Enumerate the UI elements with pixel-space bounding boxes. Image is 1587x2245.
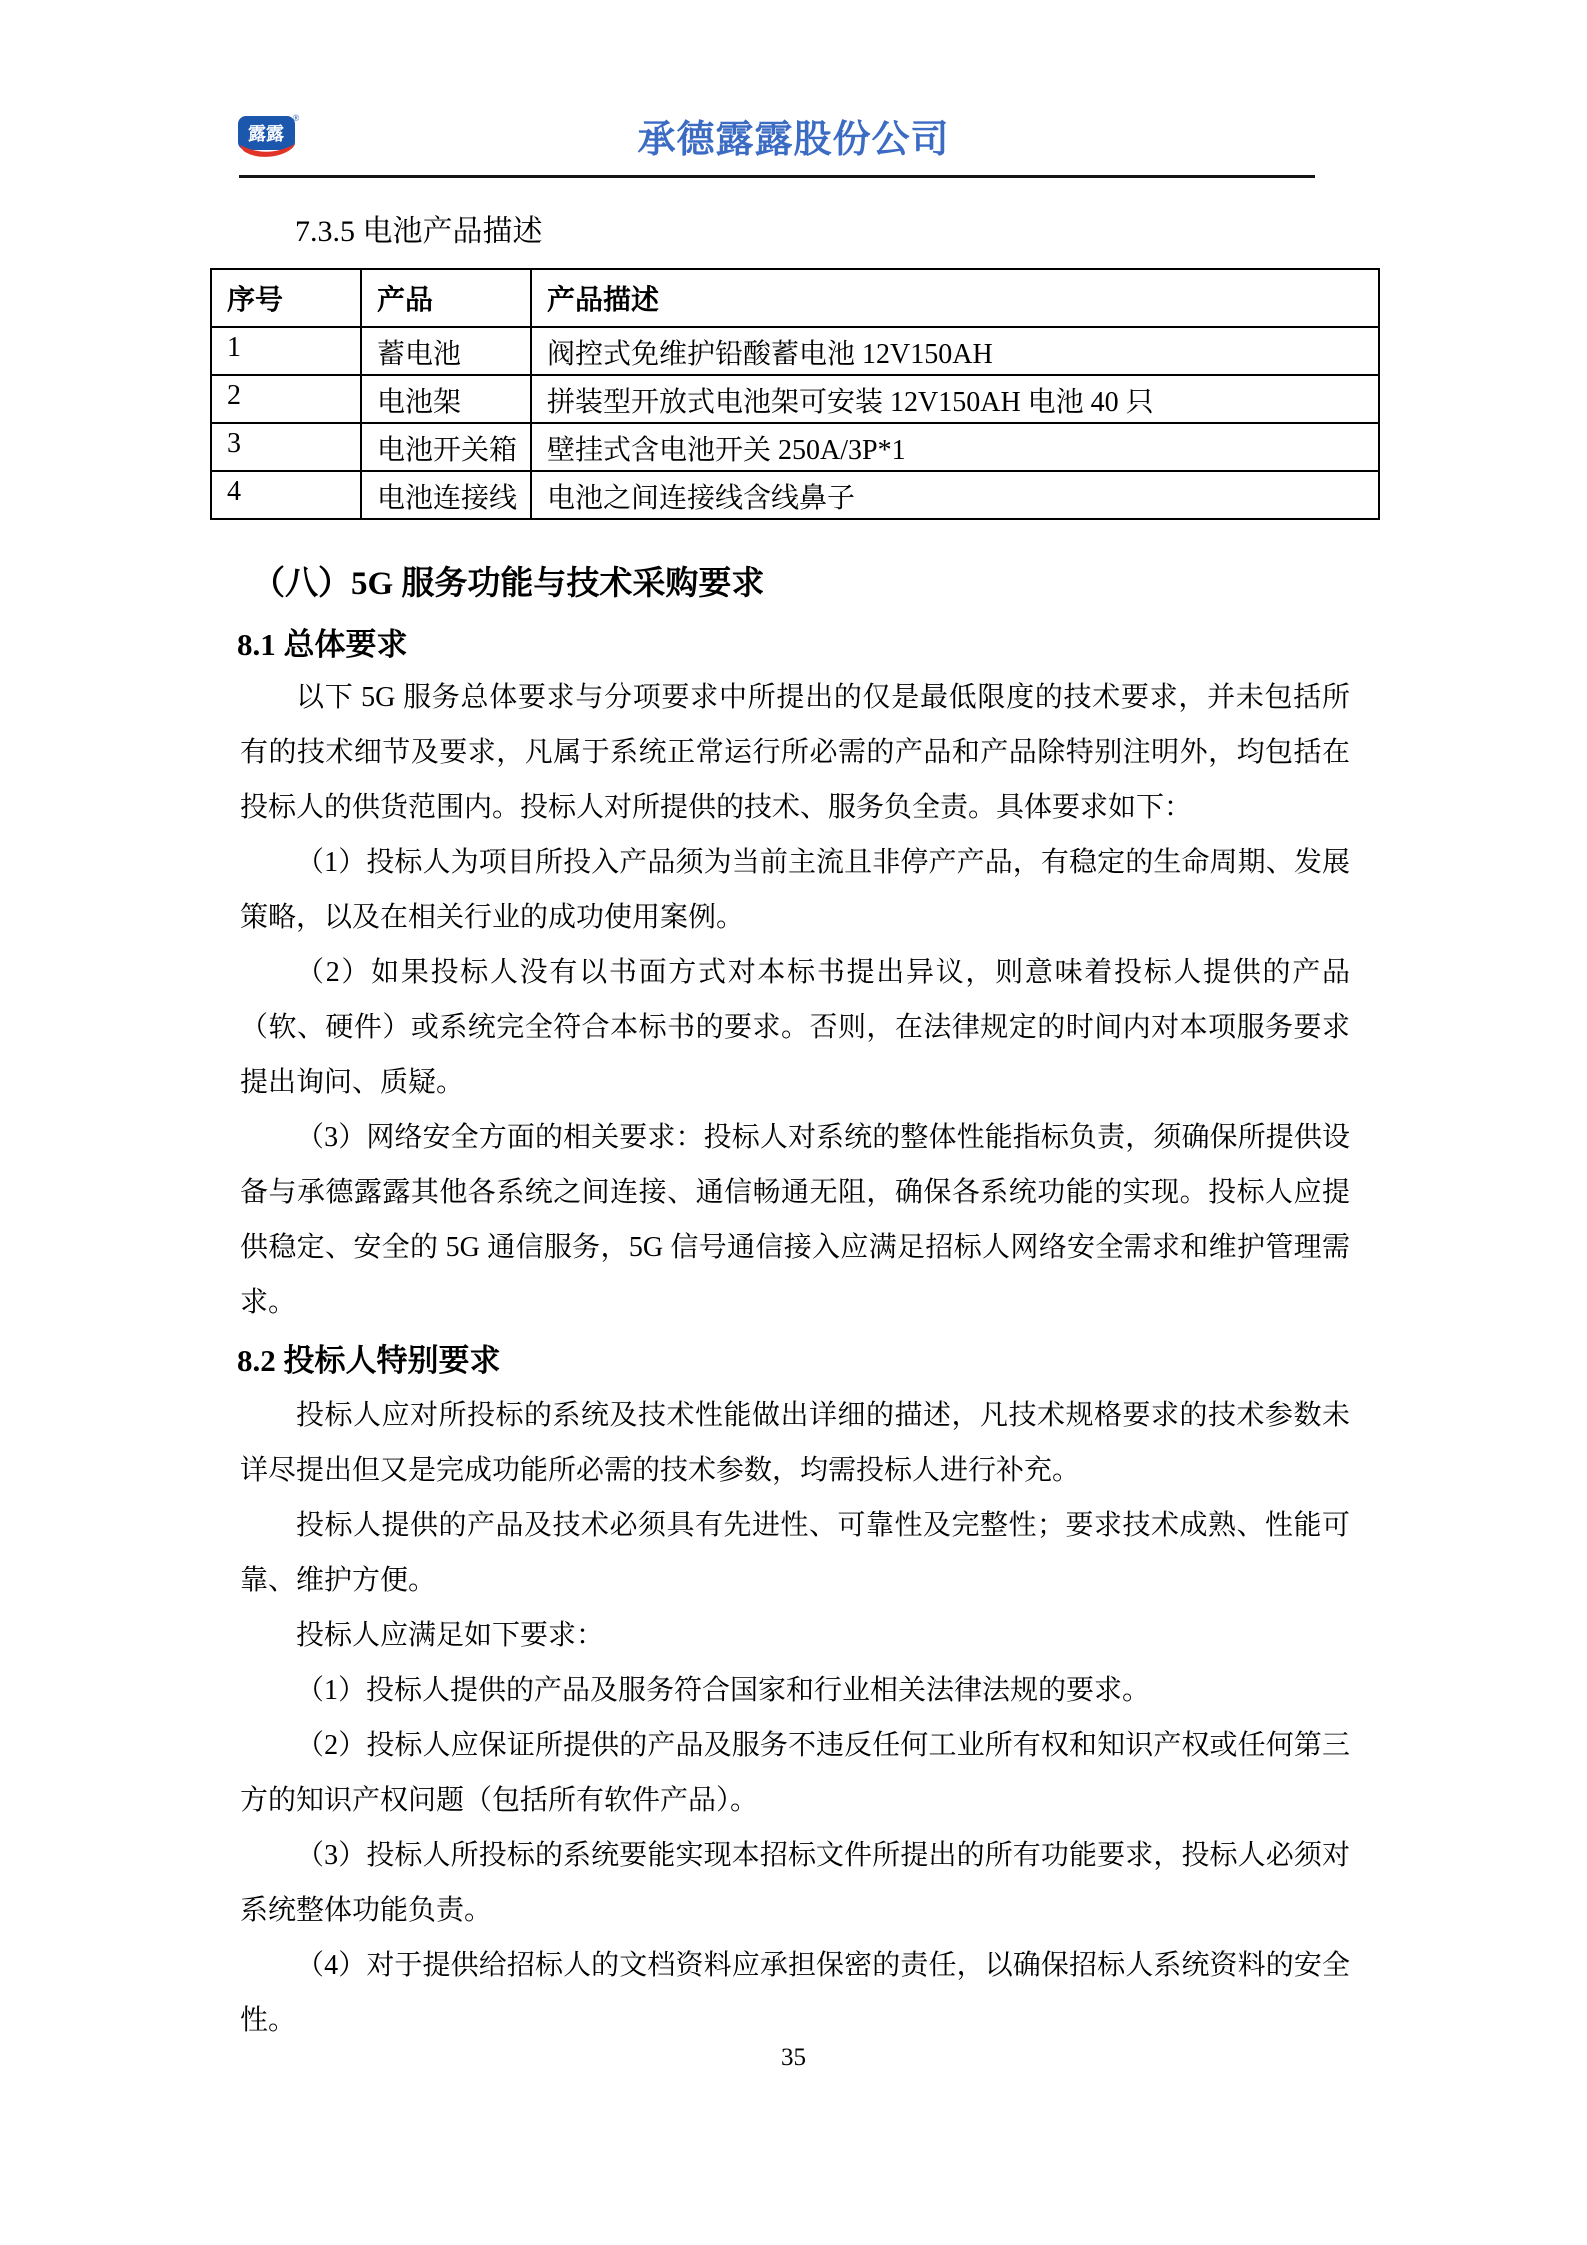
paragraph: （4）对于提供给招标人的文档资料应承担保密的责任，以确保招标人系统资料的安全性。 — [240, 1950, 1350, 2036]
table-cell-description: 阀控式免维护铅酸蓄电池 12V150AH — [531, 327, 1379, 375]
table-cell-description: 电池之间连接线含线鼻子 — [531, 471, 1379, 519]
paragraph: 投标人应满足如下要求： — [296, 1620, 605, 1651]
battery-products-table — [210, 268, 1380, 520]
table-cell-product: 蓄电池 — [361, 327, 531, 375]
header-rule — [239, 175, 1315, 178]
paragraph: （2）如果投标人没有以书面方式对本标书提出异议，则意味着投标人提供的产品（软、硬件）或系统完全符合本标书的要求。否则，在法律规定的时间内对本项服务要求提出询问、质疑。 — [240, 957, 1350, 1098]
lulu-logo-icon — [237, 111, 301, 161]
document-body — [227, 212, 1350, 2048]
table-header-cell-product: 产品 — [361, 269, 531, 327]
table-cell-product: 电池架 — [361, 375, 531, 423]
table-cell-description: 拼装型开放式电池架可安装 12V150AH 电池 40 只 — [531, 375, 1379, 423]
table-header-cell-description: 产品描述 — [531, 269, 1379, 327]
table-row — [211, 327, 1379, 375]
table-cell-index: 3 — [211, 423, 361, 471]
section-8-heading: （八）5G 服务功能与技术采购要求 — [252, 566, 765, 602]
paragraph: （2）投标人应保证所提供的产品及服务不违反任何工业所有权和知识产权或任何第三方的知识产权问题（包括所有软件产品）。 — [240, 1730, 1350, 1816]
paragraph: （1）投标人为项目所投入产品须为当前主流且非停产产品，有稳定的生命周期、发展策略，以及在相关行业的成功使用案例。 — [240, 847, 1350, 933]
lulu-logo — [237, 111, 301, 161]
table-cell-index: 1 — [211, 327, 361, 375]
company-title: 承德露露股份公司 — [637, 119, 950, 161]
paragraph: （3）网络安全方面的相关要求：投标人对系统的整体性能指标负责，须确保所提供设备与承德露露其他各系统之间连接、通信畅通无阻，确保各系统功能的实现。投标人应提供稳定、安全的 5G 通信服务，5G 信号通信接入应满足招标人网络安全需求和维护管理需求。 — [240, 1122, 1350, 1318]
paragraph: （3）投标人所投标的系统要能实现本招标文件所提出的所有功能要求，投标人必须对系统整体功能负责。 — [240, 1840, 1350, 1926]
battery-section-heading: 7.3.5 电池产品描述 — [295, 215, 543, 248]
table-cell-description: 壁挂式含电池开关 250A/3P*1 — [531, 423, 1379, 471]
table-cell-index: 2 — [211, 375, 361, 423]
table-row — [211, 375, 1379, 423]
table-header-row — [211, 269, 1379, 327]
table-cell-index: 4 — [211, 471, 361, 519]
table-header-cell-index: 序号 — [211, 269, 361, 327]
table-row — [211, 471, 1379, 519]
table-cell-product: 电池连接线 — [361, 471, 531, 519]
logo-registered-mark: ® — [292, 113, 300, 123]
page-header — [0, 0, 1587, 178]
section-8-1-heading: 8.1 总体要求 — [237, 627, 408, 662]
paragraph: 投标人应对所投标的系统及技术性能做出详细的描述，凡技术规格要求的技术参数未详尽提出但又是完成功能所必需的技术参数，均需投标人进行补充。 — [240, 1400, 1350, 1486]
logo-wordmark: 露露 — [248, 124, 284, 144]
paragraph: （1）投标人提供的产品及服务符合国家和行业相关法律法规的要求。 — [296, 1675, 1151, 1706]
paragraph: 以下 5G 服务总体要求与分项要求中所提出的仅是最低限度的技术要求，并未包括所有的技术细节及要求，凡属于系统正常运行所必需的产品和产品除特别注明外，均包括在投标人的供货范围内。投标人对所提供的技术、服务负全责。具体要求如下： — [240, 682, 1350, 823]
paragraph: 投标人提供的产品及技术必须具有先进性、可靠性及完整性；要求技术成熟、性能可靠、维护方便。 — [240, 1510, 1350, 1596]
page-number: 35 — [781, 2044, 806, 2071]
table-row — [211, 423, 1379, 471]
table-cell-product: 电池开关箱 — [361, 423, 531, 471]
section-8-2-heading: 8.2 投标人特别要求 — [237, 1343, 501, 1378]
